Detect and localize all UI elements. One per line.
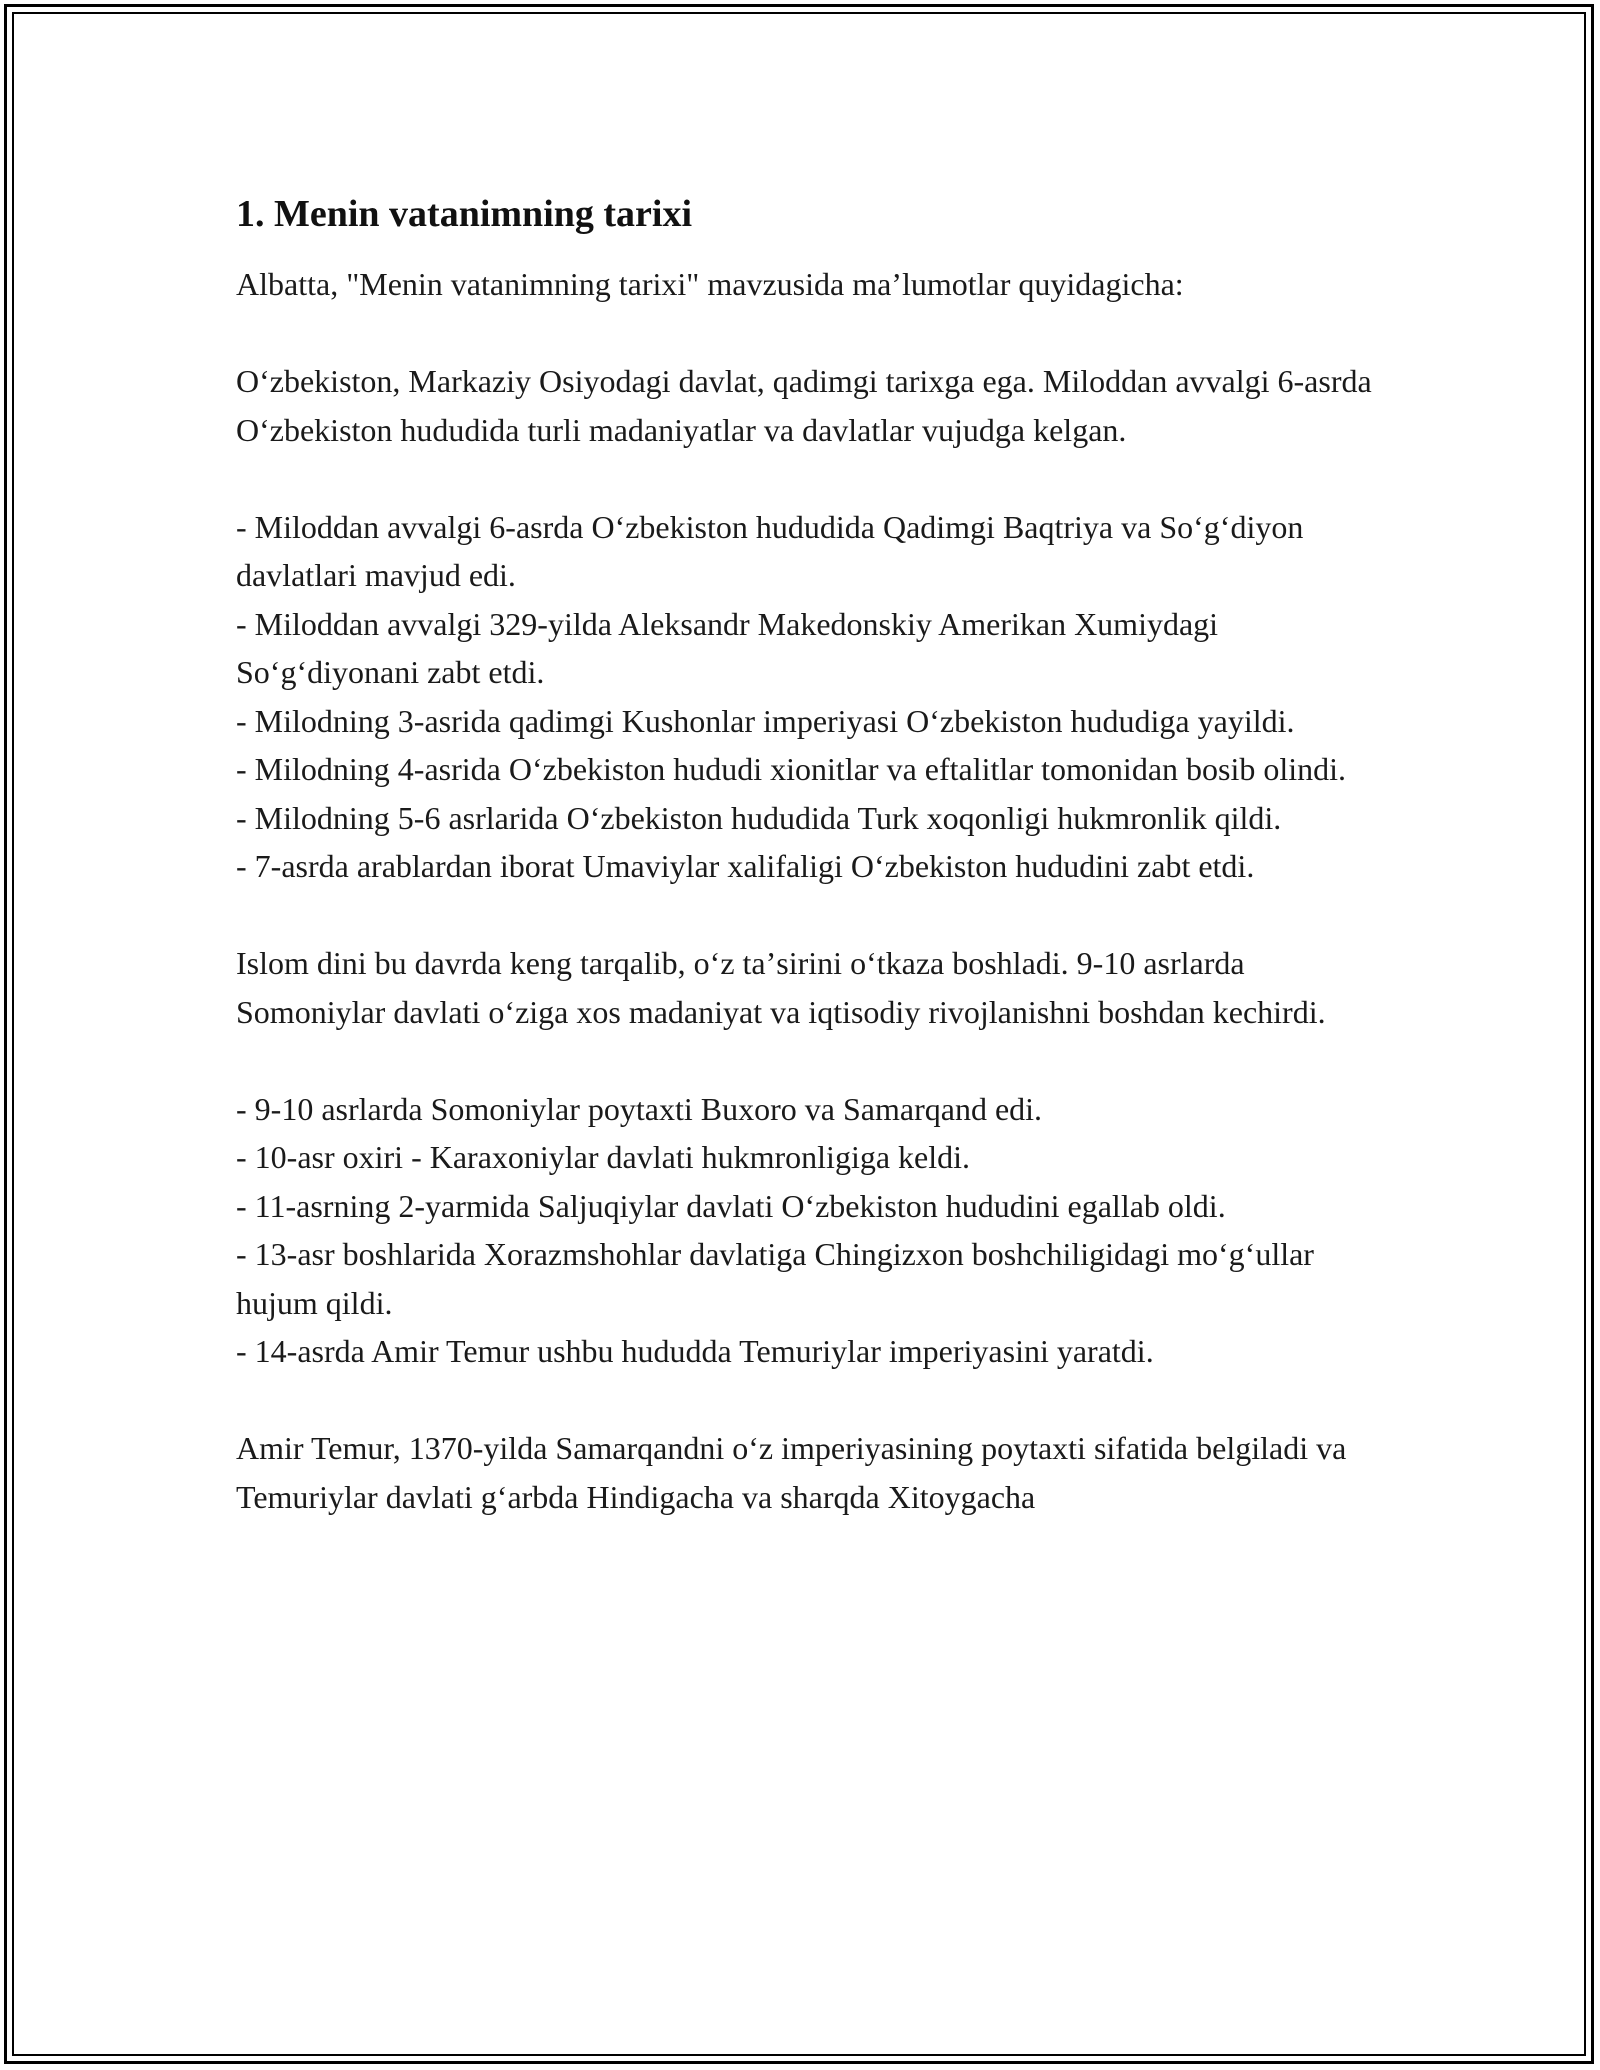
list-item: - 11-asrning 2-yarmida Saljuqiylar davlati Oʻzbekiston hududini egallab oldi. bbox=[236, 1187, 1226, 1224]
list-item: - 14-asrda Amir Temur ushbu hududda Temuriylar imperiyasini yaratdi. bbox=[236, 1333, 1154, 1369]
events-list-1 bbox=[236, 503, 1376, 891]
list-item: - 7-asrda arablardan iborat Umaviylar xalifaligi Oʻzbekiston hududini zabt etdi. bbox=[236, 848, 1255, 884]
list-item: - Milodning 5-6 asrlarida Oʻzbekiston hududida Turk xoqonligi hukmronlik qildi. bbox=[236, 799, 1282, 836]
list-item: - 10-asr oxiri - Karaxoniylar davlati hukmronligiga keldi. bbox=[236, 1139, 971, 1175]
history-paragraph-1: Oʻzbekiston, Markaziy Osiyodagi davlat, qadimgi tarixga ega. Miloddan avvalgi 6-asrda Oʻzbekiston hududida turli madaniyatlar va davlatlar vujudga kelgan. bbox=[236, 363, 1372, 448]
list-item: - Miloddan avvalgi 6-asrda Oʻzbekiston hududida Qadimgi Baqtriya va Soʻgʻdiyon davlatlari mavjud edi. bbox=[236, 508, 1304, 593]
paragraph-gap bbox=[236, 454, 1376, 503]
paragraph-gap bbox=[236, 1376, 1376, 1425]
document-title: 1. Menin vatanimning tarixi bbox=[236, 193, 693, 235]
list-item: - Milodning 4-asrida Oʻzbekiston hududi xionitlar va eftalitlar tomonidan bosib olindi. bbox=[236, 751, 1347, 787]
document-body bbox=[236, 186, 1376, 1521]
paragraph-gap bbox=[236, 1036, 1376, 1085]
list-item: - 13-asr boshlarida Xorazmshohlar davlatiga Chingizxon boshchiligidagi moʻgʻullar hujum qildi. bbox=[236, 1236, 1314, 1321]
history-paragraph-3: Amir Temur, 1370-yilda Samarqandni oʻz imperiyasining poytaxti sifatida belgiladi va Temuriylar davlati gʻarbda Hindigacha va sharqda Xitoygacha bbox=[236, 1430, 1347, 1515]
list-item: - 9-10 asrlarda Somoniylar poytaxti Buxoro va Samarqand edi. bbox=[236, 1090, 1043, 1127]
intro-paragraph: Albatta, "Menin vatanimning tarixi" mavzusida maʼlumotlar quyidagicha: bbox=[236, 266, 1184, 302]
list-item: - Milodning 3-asrida qadimgi Kushonlar imperiyasi Oʻzbekiston hududiga yayildi. bbox=[236, 702, 1295, 739]
paragraph-gap bbox=[236, 309, 1376, 358]
paragraph-gap bbox=[236, 891, 1376, 940]
events-list-2 bbox=[236, 1085, 1376, 1376]
list-item: - Miloddan avvalgi 329-yilda Aleksandr Makedonskiy Amerikan Xumiydagi Soʻgʻdiyonani zabt etdi. bbox=[236, 605, 1219, 690]
history-paragraph-2: Islom dini bu davrda keng tarqalib, oʻz taʼsirini oʻtkaza boshladi. 9-10 asrlarda Somoniylar davlati oʻziga xos madaniyat va iqtisodiy rivojlanishni boshdan kechirdi. bbox=[236, 945, 1326, 1030]
